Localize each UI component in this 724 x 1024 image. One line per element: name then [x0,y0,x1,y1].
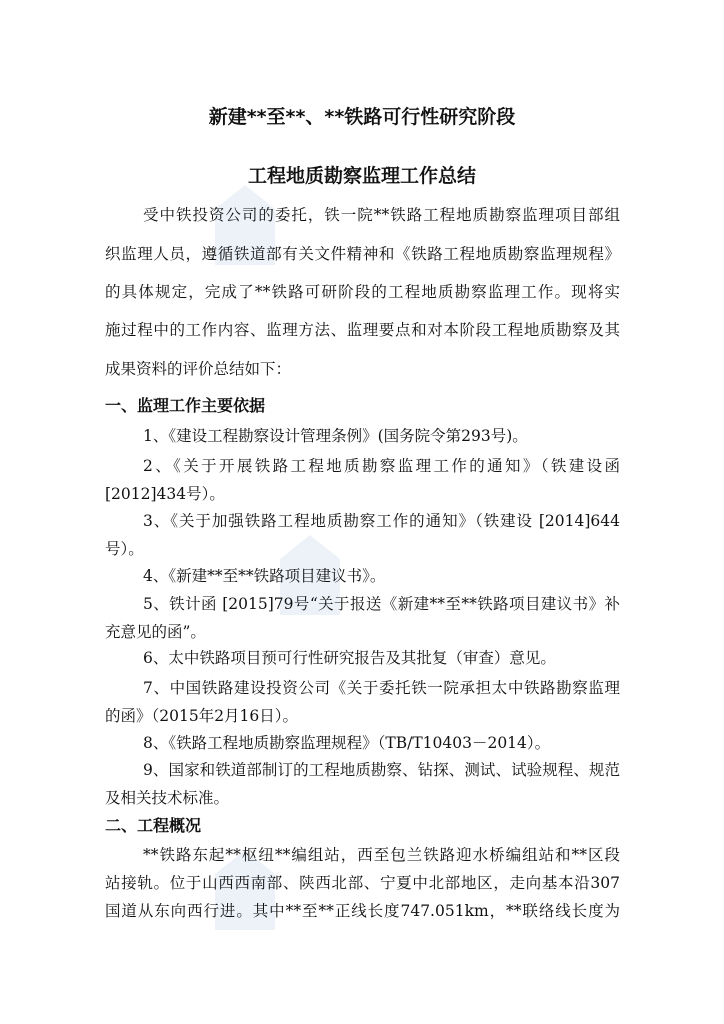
basis-item: [2012]434号）。 [105,485,225,503]
intro-line: 织监理人员，遵循铁道部有关文件精神和《铁路工程地质勘察监理规程》 [105,245,620,263]
overview-line: 国道从东向西行进。其中**至**正线长度747.051km，**联络线长度为 [105,902,620,920]
basis-item: 5、铁计函 [2015]79号“关于报送《新建**至**铁路项目建议书》补 [143,595,620,613]
document-title-line-1: 新建**至**、**铁路可行性研究阶段 [208,106,516,128]
intro-line: 的具体规定，完成了**铁路可研阶段的工程地质勘察监理工作。现将实 [105,283,620,301]
basis-item: 及相关技术标准。 [105,789,230,807]
overview-line: 站接轨。位于山西西南部、陕西北部、宁夏中北部地区，走向基本沿307 [105,874,620,892]
basis-item: 8、《铁路工程地质勘察监理规程》（TB/T10403－2014）。 [143,734,551,752]
intro-line: 受中铁投资公司的委托，铁一院**铁路工程地质勘察监理项目部组 [143,206,620,224]
section-heading-1: 一、监理工作主要依据 [105,396,266,415]
basis-item: 3、《关于加强铁路工程地质勘察工作的通知》（铁建设 [2014]644 [143,512,620,530]
basis-item: 1、《建设工程勘察设计管理条例》(国务院令第293号)。 [143,427,528,445]
basis-item: 号）。 [105,540,144,558]
basis-item: 9、国家和铁道部制订的工程地质勘察、钻探、测试、试验规程、规范 [143,761,620,779]
basis-item: 的函》（2015年2月16日）。 [105,707,299,725]
basis-item: 2、《关于开展铁路工程地质勘察监理工作的通知》（铁建设函 [143,457,620,475]
basis-item: 充意见的函”。 [105,623,206,641]
basis-item: 4、《新建**至**铁路项目建议书》。 [143,567,386,585]
document-title-line-2: 工程地质勘察监理工作总结 [247,165,476,187]
section-heading-2: 二、工程概况 [105,816,202,835]
overview-line: **铁路东起**枢纽**编组站，西至包兰铁路迎水桥编组站和**区段 [143,846,620,864]
intro-line: 施过程中的工作内容、监理方法、监理要点和对本阶段工程地质勘察及其 [105,321,620,339]
intro-line: 成果资料的评价总结如下： [105,360,292,378]
basis-item: 6、太中铁路项目预可行性研究报告及其批复（审查）意见。 [143,649,556,667]
basis-item: 7、中国铁路建设投资公司《关于委托铁一院承担太中铁路勘察监理 [143,679,620,697]
